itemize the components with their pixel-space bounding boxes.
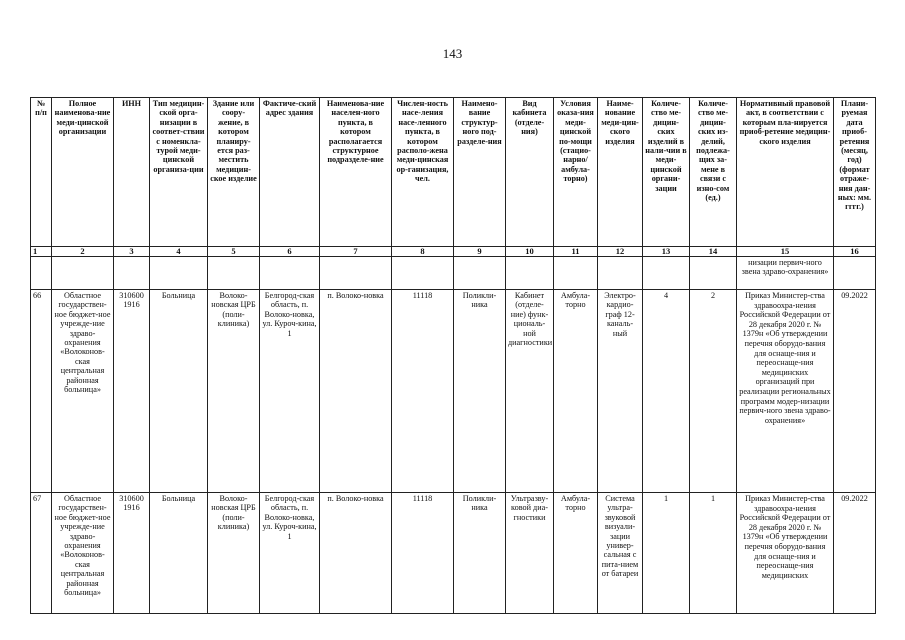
address: Белгород-ская область, п. Волоко-новка, ул. Куроч-кина, 1 [260, 493, 320, 614]
unit: Поликли-ника [454, 493, 506, 614]
quantity: 4 [643, 290, 690, 493]
column-number: 2 [52, 247, 114, 257]
header-cell: Количе-ство ме-дицин-ских изделий в нали-чии в меди-цинской органи-зации [643, 98, 690, 247]
column-number: 8 [392, 247, 454, 257]
legal-act: Приказ Министер-ства здравоохра-нения Российской Федерации от 28 декабря 2020 г. № 1379н «Об утверждении перечня оборудо-вания для оснаще-ния и переоснаще-ния медицинских [737, 493, 834, 614]
settlement: п. Волоко-новка [320, 290, 392, 493]
header-cell: Фактиче-ский адрес здания [260, 98, 320, 247]
header-cell: Числен-ность насе-ления насе-ленного пункта, в котором располо-жена меди-цинская ор-ганизация, чел. [392, 98, 454, 247]
column-number: 6 [260, 247, 320, 257]
device-name: Система ультра-звуковой визуали-зации универ-сальная с пита-нием от батареи [598, 493, 643, 614]
row-number: 67 [31, 493, 52, 614]
building: Волоко-новская ЦРБ (поли-клиника) [208, 290, 260, 493]
continuation-text: низации первич-ного звена здраво-охранения» [737, 257, 834, 290]
column-number: 16 [834, 247, 876, 257]
unit: Поликли-ника [454, 290, 506, 493]
header-cell: ИНН [114, 98, 150, 247]
header-cell: Плани-руемая дата приоб-ретения (месяц, год) (формат отраже-ния дан-ных: мм. гггг.) [834, 98, 876, 247]
conditions: Амбула-торно [554, 290, 598, 493]
quantity: 1 [643, 493, 690, 614]
column-number: 12 [598, 247, 643, 257]
column-number: 15 [737, 247, 834, 257]
header-cell: Нормативный правовой акт, в соответствии с которым пла-нируется приоб-ретение медицин-ского изделия [737, 98, 834, 247]
organization-type: Больница [150, 290, 208, 493]
header-cell: Вид кабинета (отделе-ния) [506, 98, 554, 247]
equipment-table [30, 97, 876, 614]
replace-quantity: 1 [690, 493, 737, 614]
column-number: 4 [150, 247, 208, 257]
header-cell: Наименова-ние населен-ного пункта, в котором располагается структурное подразделе-ние [320, 98, 392, 247]
population: 11118 [392, 290, 454, 493]
address: Белгород-ская область, п. Волоко-новка, ул. Куроч-кина, 1 [260, 290, 320, 493]
column-number: 7 [320, 247, 392, 257]
header-cell: Тип медицин-ской орга-низации в соответ-ствии с номенкла-турой меди-цинской организа-ции [150, 98, 208, 247]
table-row [31, 290, 876, 493]
header-cell: Наимено-вание структур-ного под-разделе-ния [454, 98, 506, 247]
planned-date: 09.2022 [834, 493, 876, 614]
header-cell: Наиме-нование меди-цин-ского изделия [598, 98, 643, 247]
header-cell: Количе-ство ме-дицин-ских из-делий, подлежа-щих за-мене в связи с изно-сом (ед.) [690, 98, 737, 247]
column-number: 14 [690, 247, 737, 257]
header-cell: Условия оказа-ния меди-цинской по-мощи (стацио-нарно/ амбула-торно) [554, 98, 598, 247]
building: Волоко-новская ЦРБ (поли-клиника) [208, 493, 260, 614]
planned-date: 09.2022 [834, 290, 876, 493]
row-number: 66 [31, 290, 52, 493]
cabinet: Кабинет (отделе-ние) функ-циональ-ной диагностики [506, 290, 554, 493]
header-cell: № п/п [31, 98, 52, 247]
column-number: 1 [31, 247, 52, 257]
table-row [31, 493, 876, 614]
column-number: 5 [208, 247, 260, 257]
conditions: Амбула-торно [554, 493, 598, 614]
column-number: 10 [506, 247, 554, 257]
inn: 310600 1916 [114, 290, 150, 493]
column-number: 9 [454, 247, 506, 257]
continuation-row [31, 257, 876, 290]
inn: 310600 1916 [114, 493, 150, 614]
legal-act: Приказ Министер-ства здравоохра-нения Российской Федерации от 28 декабря 2020 г. № 1379н «Об утверждении перечня оборудо-вания для оснаще-ния и переоснаще-ния медицинских организаций при реализации региональных программ модер-низации первич-ного звена здраво-охранения» [737, 290, 834, 493]
settlement: п. Волоко-новка [320, 493, 392, 614]
column-number: 11 [554, 247, 598, 257]
organization-name: Областное государствен-ное бюджет-ное учрежде-ние здраво-охранения «Волоконов-ская центральная районная больница» [52, 493, 114, 614]
population: 11118 [392, 493, 454, 614]
header-cell: Здание или соору-жение, в котором планиру-ется раз-местить медицин-ское изделие [208, 98, 260, 247]
cabinet: Ультразву-ковой диа-гностики [506, 493, 554, 614]
column-number: 13 [643, 247, 690, 257]
replace-quantity: 2 [690, 290, 737, 493]
header-row [31, 98, 876, 247]
column-number-row [31, 247, 876, 257]
organization-name: Областное государствен-ное бюджет-ное учрежде-ние здраво-охранения «Волоконов-ская центральная районная больница» [52, 290, 114, 493]
device-name: Электро-кардио-граф 12-каналь-ный [598, 290, 643, 493]
organization-type: Больница [150, 493, 208, 614]
column-number: 3 [114, 247, 150, 257]
header-cell: Полное наименова-ние меди-цинской организации [52, 98, 114, 247]
page-number: 143 [442, 46, 463, 61]
